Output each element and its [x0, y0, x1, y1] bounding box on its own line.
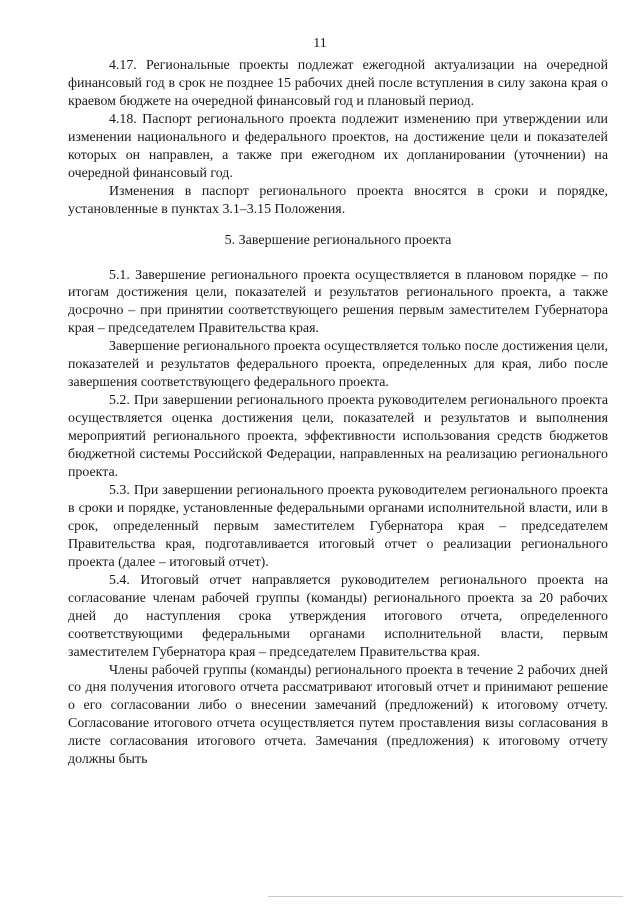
paragraph-completion-condition: Завершение регионального проекта осуществляется только после достижения цели, показателей и результатов федерального проекта, определенных для края, либо после завершения соответствующего федерального проекта.	[68, 339, 608, 391]
paragraph-4-18: 4.18. Паспорт регионального проекта подлежит изменению при утверждении или изменении национального и федерального проектов, на достижение цели и показателей которых он направлен, а также при ежегодном их допланировании (уточнении) на очередной финансовый год.	[68, 111, 608, 181]
footer-divider	[268, 896, 623, 897]
paragraph-working-group: Члены рабочей группы (команды) регионального проекта в течение 2 рабочих дней со дня получения итогового отчета рассматривают итоговый отчет и принимают решение о его согласовании либо о внесении замечаний (предложений) к итоговому отчету. Согласование итогового отчета осуществляется путем проставления визы согласования в листе согласования итогового отчета. Замечания (предложения) к итоговому отчету должны быть	[68, 662, 608, 768]
page-number: 11	[313, 36, 327, 51]
paragraph-passport-changes: Изменения в паспорт регионального проекта вносятся в сроки и порядке, установленные в пунктах 3.1–3.15 Положения.	[68, 183, 608, 217]
paragraph-5-2: 5.2. При завершении регионального проекта руководителем регионального проекта осуществляется оценка достижения цели, показателей и результатов и выполнения мероприятий регионального проекта, эффективности использования средств бюджетов бюджетной системы Российской Федерации, направленных на реализацию регионального проекта.	[68, 393, 608, 481]
section-heading: 5. Завершение регионального проекта	[224, 232, 452, 248]
paragraph-5-4: 5.4. Итоговый отчет направляется руководителем регионального проекта на согласование членам рабочей группы (команды) регионального проекта за 20 рабочих дней до наступления срока утверждения итогового отчета, определенного соответствующими федеральными органами исполнительной власти, первым заместителем Губернатора края – председателем Правительства края.	[68, 572, 608, 660]
document-body	[68, 57, 608, 769]
paragraph-5-1: 5.1. Завершение регионального проекта осуществляется в плановом порядке – по итогам достижения цели, показателей и результатов регионального проекта, а также досрочно – при принятии соответствующего решения первым заместителем Губернатора края – председателем Правительства края.	[68, 267, 608, 337]
paragraph-4-17: 4.17. Региональные проекты подлежат ежегодной актуализации на очередной финансовый год в срок не позднее 15 рабочих дней после вступления в силу закона края о краевом бюджете на очередной финансовый год и плановый период.	[68, 58, 608, 109]
paragraph-5-3: 5.3. При завершении регионального проекта руководителем регионального проекта в сроки и порядке, установленные федеральными органами исполнительной власти, или в срок, определенный первым заместителем Губернатора края – председателем Правительства края, подготавливается итоговый отчет о реализации регионального проекта (далее – итоговый отчет).	[68, 482, 608, 570]
